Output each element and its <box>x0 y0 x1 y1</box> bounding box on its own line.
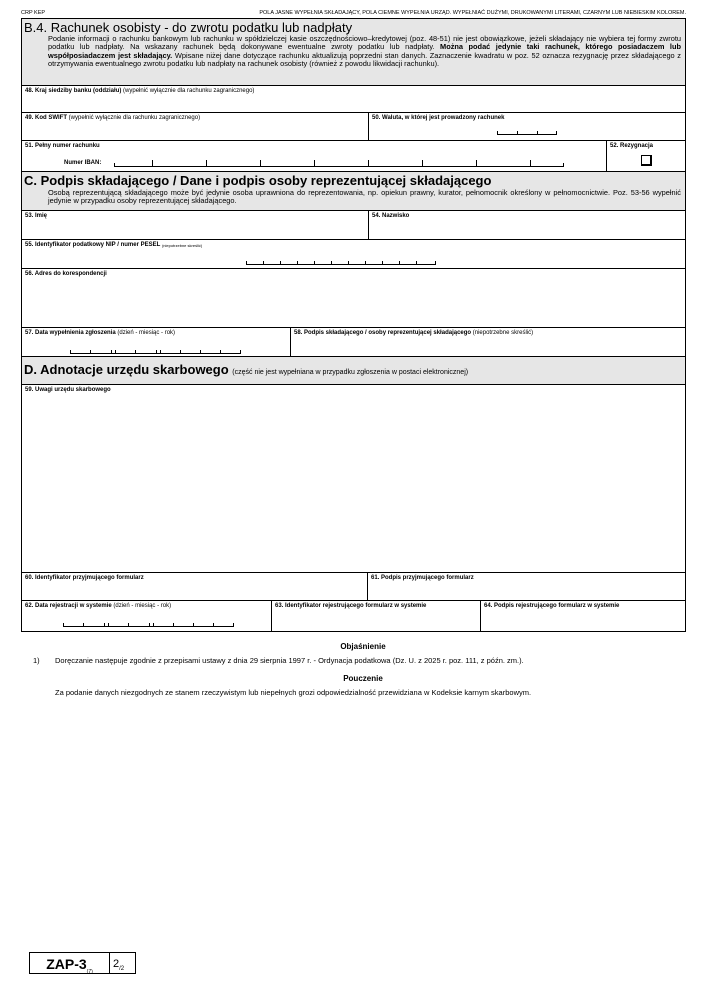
field-51-label: 51. Pełny numer rachunku <box>25 143 100 149</box>
field-56-label: 56. Adres do korespondencji <box>25 271 107 277</box>
field-48-note: (wypełnić wyłącznie dla rachunku zagranicznego) <box>123 88 255 94</box>
field-55-note: (niepotrzebne skreślić) <box>161 243 203 248</box>
fill-date-comb <box>70 348 241 354</box>
section-b4-title: B.4. Rachunek osobisty - do zwrotu podatku lub nadpłaty <box>24 20 353 35</box>
explanation-text: Doręczanie następuje zgodnie z przepisami ustawy z dnia 29 sierpnia 1997 r. - Ordynacja podatkowa (Dz. U. z 2025 r. poz. 111, z późn. zm.). <box>55 656 524 665</box>
field-58-signature[interactable] <box>291 328 685 357</box>
field-62-note: (dzień - miesiąc - rok) <box>113 603 172 609</box>
explanation-number: 1) <box>33 656 40 665</box>
explanation-title: Objaśnienie <box>340 642 386 651</box>
page-total: /2 <box>119 966 125 973</box>
section-b4-header <box>22 19 685 86</box>
field-63-registrar-id <box>272 601 481 631</box>
field-61-label: 61. Podpis przyjmującego formularz <box>371 575 474 581</box>
field-52-resignation[interactable] <box>607 141 685 172</box>
iban-comb <box>114 161 564 167</box>
section-b4-description <box>48 35 681 68</box>
field-59-office-remarks <box>22 385 685 573</box>
field-55-tax-id[interactable] <box>22 240 685 269</box>
field-53-first-name[interactable] <box>22 211 369 240</box>
field-48-label: 48. Kraj siedziby banku (oddziału) <box>25 88 122 94</box>
field-57-label: 57. Data wypełnienia zgłoszenia <box>25 330 116 336</box>
field-64-registrar-signature <box>481 601 685 631</box>
section-d-note: (część nie jest wypełniana w przypadku zgłoszenia w postaci elektronicznej) <box>232 369 469 376</box>
field-54-last-name[interactable] <box>369 211 685 240</box>
field-49-note: (wypełnić wyłącznie dla rachunku zagranicznego) <box>68 115 201 121</box>
field-50-label: 50. Waluta, w której jest prowadzony rachunek <box>372 115 505 121</box>
form-version: (7) <box>86 968 93 975</box>
field-48-bank-country[interactable] <box>22 86 685 113</box>
field-52-label: 52. Rezygnacja <box>610 143 654 149</box>
field-49-swift[interactable] <box>22 113 369 141</box>
field-53-label: 53. Imię <box>25 213 48 219</box>
registration-date-comb <box>63 621 234 627</box>
section-b4-para-bold: Można podać jedynie taki rachunek, którego posiadaczem lub współposiadaczem jest składający. <box>48 42 681 60</box>
field-64-label: 64. Podpis rejestrującego formularz w systemie <box>484 603 620 609</box>
resignation-checkbox[interactable] <box>641 155 652 166</box>
field-62-registration-date <box>22 601 272 631</box>
fill-instructions: POLA JASNE WYPEŁNIA SKŁADAJĄCY, POLA CIEMNE WYPEŁNIA URZĄD. WYPEŁNIAĆ DUŻYMI, DRUKOWANYMI LITERAMI, CZARNYM LUB NIEBIESKIM KOLOREM. <box>259 10 686 16</box>
currency-comb <box>497 129 557 135</box>
field-63-label: 63. Identyfikator rejestrującego formularz w systemie <box>275 603 427 609</box>
section-d-header <box>22 357 685 385</box>
section-b4-para2: Wpisane niżej dane dotyczące rachunku aktualizują poprzedni stan danych. Zaznaczenie kwadratu w poz. 52 oznacza rezygnację przez składającego z otrzymywania ewentualnego zwrotu podatku lub nadpłaty na rachunek osobisty (również z powodu likwidacji rachunku). <box>48 50 681 68</box>
field-50-currency[interactable] <box>369 113 685 141</box>
form-body <box>21 18 686 632</box>
field-49-label: 49. Kod SWIFT <box>25 115 67 121</box>
instruction-text: Za podanie danych niezgodnych ze stanem rzeczywistym lub niepełnych grozi odpowiedzialność przewidziana w Kodeksie karnym skarbowym. <box>55 688 532 697</box>
field-51-account-number[interactable] <box>22 141 607 172</box>
section-c-title: C. Podpis składającego / Dane i podpis osoby reprezentującej składającego <box>24 173 492 188</box>
field-60-label: 60. Identyfikator przyjmującego formularz <box>25 575 144 581</box>
field-55-label: 55. Identyfikator podatkowy NIP / numer PESEL <box>25 242 161 248</box>
field-58-label: 58. Podpis składającego / osoby reprezentującej składającego <box>294 330 472 336</box>
tax-id-comb <box>246 259 436 265</box>
form-code-box <box>29 952 136 974</box>
field-58-note: (niepotrzebne skreślić) <box>472 330 534 336</box>
section-c-description: Osobą reprezentującą składającego może być jedynie osoba uprawniona do reprezentowania, np. opiekun prawny, kurator, pełnomocnik określony w pełnomocnictwie. Poz. 53-56 wypełnić jedynie w przypadku osoby reprezentującej składającego. <box>48 188 681 206</box>
field-57-note: (dzień - miesiąc - rok) <box>117 330 176 336</box>
field-62-label: 62. Data rejestracji w systemie <box>25 603 112 609</box>
section-c-header <box>22 172 685 211</box>
instruction-title: Pouczenie <box>343 674 383 683</box>
iban-label: Numer IBAN: <box>64 160 102 166</box>
field-56-address[interactable] <box>22 269 685 328</box>
form-system-label: CRP KEP <box>21 10 46 16</box>
field-61-receiver-signature <box>368 573 685 601</box>
page-number: $2_{/2}$ <box>113 958 125 973</box>
field-60-receiver-id <box>22 573 368 601</box>
field-57-fill-date[interactable] <box>22 328 291 357</box>
section-b4-para1: Podanie informacji o rachunku bankowym lub rachunku w spółdzielczej kasie oszczędnościowo–kredytowej (poz. 48-51) nie jest obowiązkowe, jeżeli składający nie wybiera tej formy zwrotu podatku lub nadpłaty. Na wskazany rachunek będą dokonywane ewentualne zwroty podatku lub nadpłaty. <box>48 34 681 52</box>
section-d-title: D. Adnotacje urzędu skarbowego (część nie jest wypełniana w przypadku zgłoszenia w postaci elektronicznej) <box>24 362 469 377</box>
field-54-label: 54. Nazwisko <box>372 213 410 219</box>
field-59-label: 59. Uwagi urzędu skarbowego <box>25 387 111 393</box>
top-bar <box>21 9 686 17</box>
form-code: ZAP-$3_{(7)}$ <box>30 953 110 973</box>
